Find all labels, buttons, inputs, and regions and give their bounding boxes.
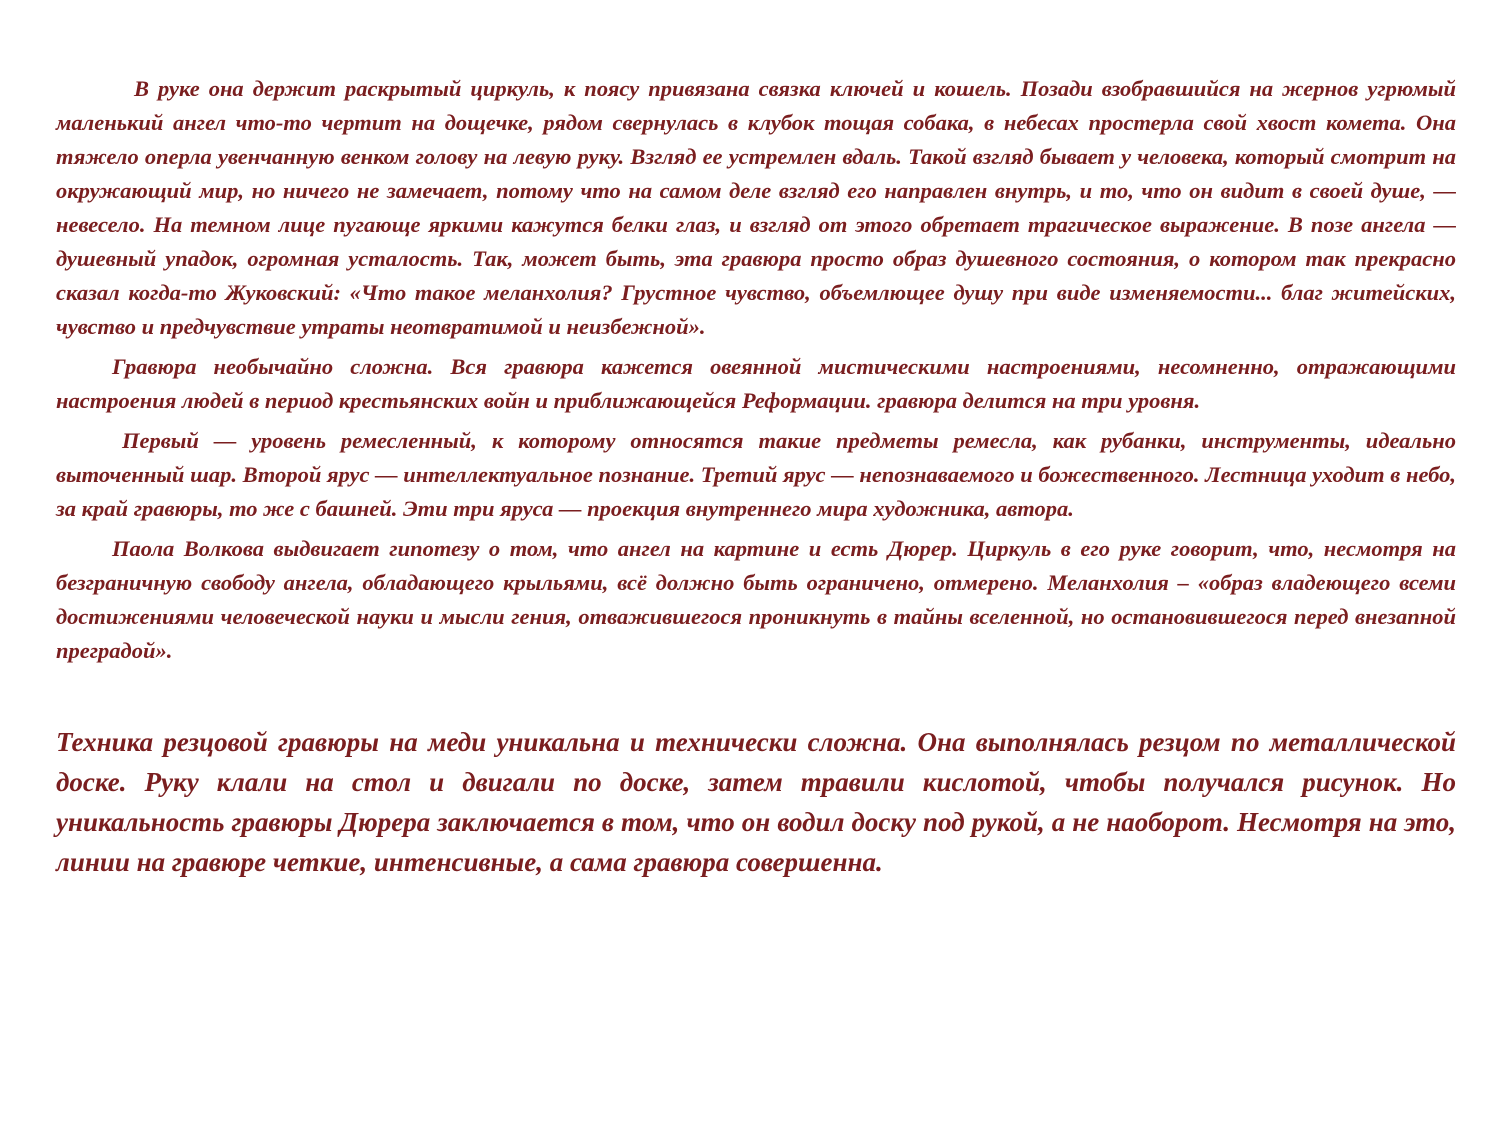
paragraph-three-levels: Первый — уровень ремесленный, к которому относятся такие предметы ремесла, как рубанки, инструменты, идеально выточенный шар. Второй ярус — интеллектуальное познание. Третий ярус — непознаваемого и божественного. Лестница уходит в небо, за край гравюры, то же с башней. Эти три яруса — проекция внутреннего мира художника, автора.	[56, 428, 1456, 521]
paragraph-engraving-complexity: Гравюра необычайно сложна. Вся гравюра кажется овеянной мистическими настроениями, несомненно, отражающими настроения людей в период крестьянских войн и приближающейся Реформации. гравюра делится на три уровня.	[56, 354, 1456, 413]
document-page	[56, 72, 1456, 882]
paragraph-volkova-hypothesis: Паола Волкова выдвигает гипотезу о том, что ангел на картине и есть Дюрер. Циркуль в его руке говорит, что, несмотря на безграничную свободу ангела, обладающего крыльями, всё должно быть ограничено, отмерено. Меланхолия – «образ владеющего всеми достижениями человеческой науки и мысли гения, отважившегося проникнуть в тайны вселенной, но остановившегося перед внезапной преградой».	[56, 536, 1456, 663]
paragraph-engraving-technique: Техника резцовой гравюры на меди уникальна и технически сложна. Она выполнялась резцом по металлической доске. Руку клали на стол и двигали по доске, затем травили кислотой, чтобы получался рисунок. Но уникальность гравюры Дюрера заключается в том, что он водил доску под рукой, а не наоборот. Несмотря на это, линии на гравюре четкие, интенсивные, а сама гравюра совершенна.	[56, 727, 1456, 877]
paragraph-melancholia-description: В руке она держит раскрытый циркуль, к поясу привязана связка ключей и кошель. Позади взобравшийся на жернов угрюмый маленький ангел что-то чертит на дощечке, рядом свернулась в клубок тощая собака, в небесах простерла свой хвост комета. Она тяжело оперла увенчанную венком голову на левую руку. Взгляд ее устремлен вдаль. Такой взгляд бывает у человека, который смотрит на окружающий мир, но ничего не замечает, потому что на самом деле взгляд его направлен внутрь, и то, что он видит в своей душе, — невесело. На темном лице пугающе яркими кажутся белки глаз, и взгляд от этого обретает трагическое выражение. В позе ангела — душевный упадок, огромная усталость. Так, может быть, эта гравюра просто образ душевного состояния, о котором так прекрасно сказал когда-то Жуковский: «Что такое меланхолия? Грустное чувство, объемлющее душу при виде изменяемости... благ житейских, чувство и предчувствие утраты неотвратимой и неизбежной».	[56, 76, 1456, 339]
